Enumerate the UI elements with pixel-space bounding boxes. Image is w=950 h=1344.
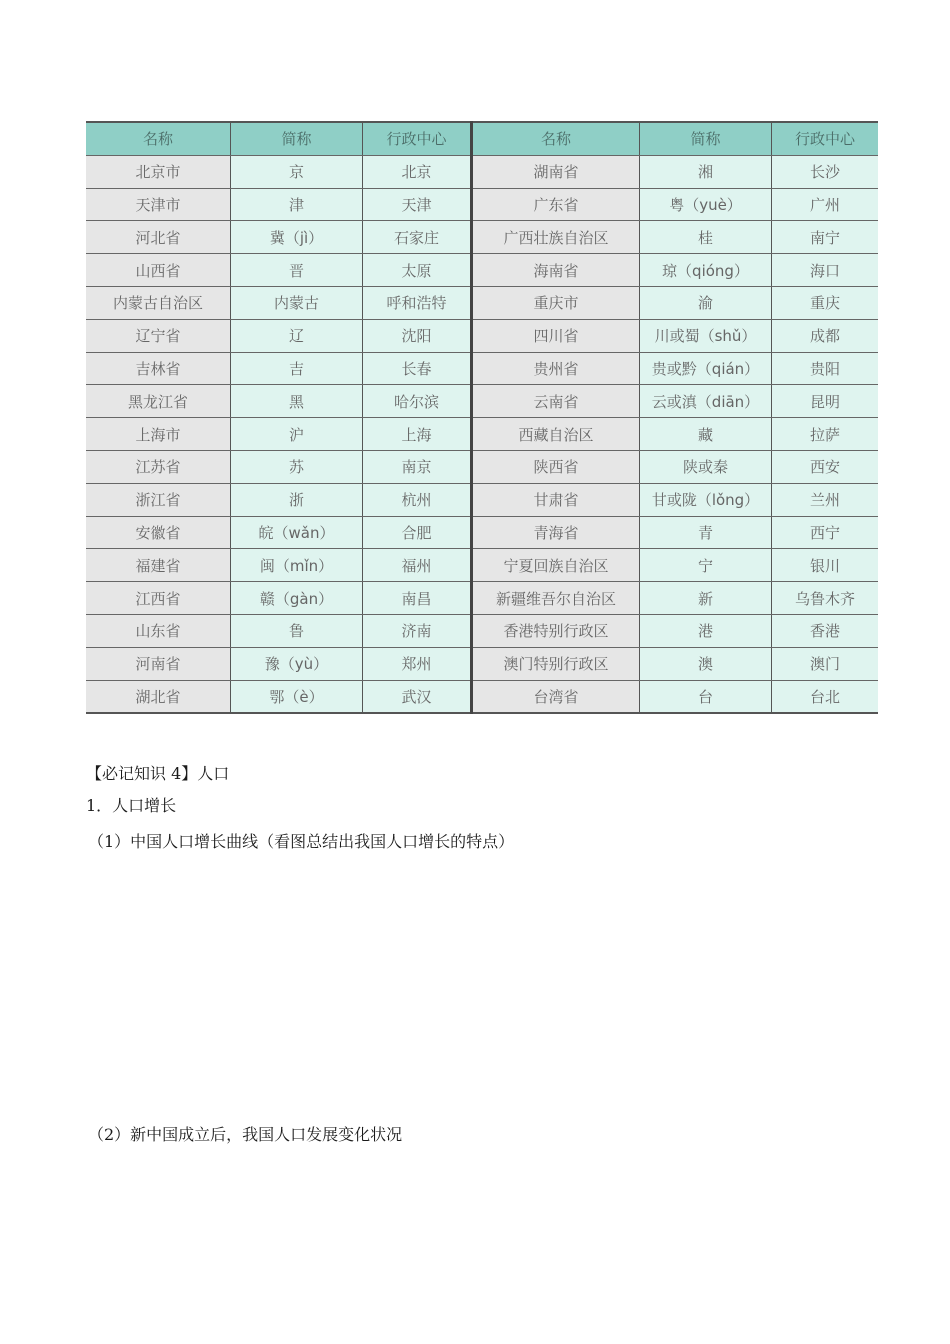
province-table [86,121,878,714]
cell-capital-right: 台北 [772,680,879,713]
cell-capital-right: 乌鲁木齐 [772,582,879,615]
cell-abbr-left: 鄂（è） [231,680,363,713]
cell-abbr-right: 青 [640,516,772,549]
cell-capital-left: 南京 [363,450,472,483]
cell-name-right: 陕西省 [472,450,640,483]
cell-abbr-right: 澳 [640,647,772,680]
cell-capital-left: 上海 [363,418,472,451]
cell-abbr-right: 甘或陇（lǒng） [640,483,772,516]
cell-name-right: 西藏自治区 [472,418,640,451]
cell-abbr-left: 沪 [231,418,363,451]
cell-capital-left: 福州 [363,549,472,582]
table-row [86,286,878,319]
cell-abbr-right: 台 [640,680,772,713]
cell-capital-right: 重庆 [772,286,879,319]
cell-abbr-left: 赣（gàn） [231,582,363,615]
cell-abbr-left: 辽 [231,319,363,352]
cell-capital-left: 杭州 [363,483,472,516]
cell-abbr-left: 京 [231,155,363,188]
cell-capital-left: 石家庄 [363,221,472,254]
cell-name-left: 山东省 [86,614,231,647]
header-capital-left: 行政中心 [363,122,472,155]
header-capital-right: 行政中心 [772,122,879,155]
table-row [86,549,878,582]
cell-capital-right: 拉萨 [772,418,879,451]
table-row [86,614,878,647]
cell-name-left: 北京市 [86,155,231,188]
cell-name-left: 上海市 [86,418,231,451]
table-row [86,582,878,615]
cell-abbr-left: 皖（wǎn） [231,516,363,549]
cell-name-right: 贵州省 [472,352,640,385]
cell-name-left: 福建省 [86,549,231,582]
cell-name-right: 台湾省 [472,680,640,713]
cell-capital-right: 澳门 [772,647,879,680]
cell-abbr-left: 闽（mǐn） [231,549,363,582]
cell-capital-right: 银川 [772,549,879,582]
question-population-change: （2）新中国成立后，我国人口发展变化状况 [88,1125,403,1144]
cell-name-right: 重庆市 [472,286,640,319]
cell-abbr-left: 黑 [231,385,363,418]
cell-abbr-right: 渝 [640,286,772,319]
cell-name-right: 新疆维吾尔自治区 [472,582,640,615]
cell-capital-left: 天津 [363,188,472,221]
cell-capital-left: 合肥 [363,516,472,549]
cell-name-right: 湖南省 [472,155,640,188]
cell-capital-left: 南昌 [363,582,472,615]
cell-capital-right: 贵阳 [772,352,879,385]
cell-name-left: 浙江省 [86,483,231,516]
cell-capital-right: 西宁 [772,516,879,549]
cell-name-left: 河北省 [86,221,231,254]
cell-abbr-right: 新 [640,582,772,615]
question-growth-curve: （1）中国人口增长曲线（看图总结出我国人口增长的特点） [88,832,515,851]
cell-capital-right: 兰州 [772,483,879,516]
cell-capital-left: 哈尔滨 [363,385,472,418]
cell-abbr-right: 湘 [640,155,772,188]
cell-abbr-left: 晋 [231,254,363,287]
cell-capital-right: 成都 [772,319,879,352]
cell-abbr-left: 内蒙古 [231,286,363,319]
subheading-population-growth: 1．人口增长 [86,796,177,815]
table-row [86,319,878,352]
cell-name-right: 四川省 [472,319,640,352]
cell-name-left: 江苏省 [86,450,231,483]
cell-capital-left: 济南 [363,614,472,647]
table-row [86,352,878,385]
cell-name-left: 内蒙古自治区 [86,286,231,319]
cell-name-left: 江西省 [86,582,231,615]
cell-capital-right: 长沙 [772,155,879,188]
cell-abbr-right: 宁 [640,549,772,582]
cell-name-right: 香港特别行政区 [472,614,640,647]
table-row [86,680,878,713]
cell-abbr-left: 冀（jì） [231,221,363,254]
cell-name-right: 青海省 [472,516,640,549]
cell-name-left: 黑龙江省 [86,385,231,418]
cell-name-right: 澳门特别行政区 [472,647,640,680]
cell-name-left: 天津市 [86,188,231,221]
cell-abbr-right: 贵或黔（qián） [640,352,772,385]
cell-capital-left: 郑州 [363,647,472,680]
cell-name-left: 湖北省 [86,680,231,713]
cell-capital-left: 北京 [363,155,472,188]
cell-capital-right: 海口 [772,254,879,287]
cell-abbr-left: 苏 [231,450,363,483]
cell-abbr-right: 川或蜀（shǔ） [640,319,772,352]
cell-capital-left: 沈阳 [363,319,472,352]
table-header-row [86,122,878,155]
table-row [86,188,878,221]
cell-name-right: 甘肃省 [472,483,640,516]
table-row [86,385,878,418]
cell-abbr-left: 鲁 [231,614,363,647]
cell-name-right: 广东省 [472,188,640,221]
cell-capital-right: 广州 [772,188,879,221]
cell-abbr-right: 藏 [640,418,772,451]
cell-abbr-left: 吉 [231,352,363,385]
cell-abbr-right: 港 [640,614,772,647]
cell-capital-right: 香港 [772,614,879,647]
cell-name-left: 安徽省 [86,516,231,549]
cell-capital-left: 呼和浩特 [363,286,472,319]
table-row [86,254,878,287]
cell-capital-right: 西安 [772,450,879,483]
table-row [86,418,878,451]
table-row [86,221,878,254]
cell-name-right: 宁夏回族自治区 [472,549,640,582]
cell-abbr-right: 陕或秦 [640,450,772,483]
cell-abbr-right: 琼（qióng） [640,254,772,287]
cell-abbr-left: 豫（yù） [231,647,363,680]
cell-name-right: 广西壮族自治区 [472,221,640,254]
table-row [86,450,878,483]
cell-capital-left: 长春 [363,352,472,385]
header-abbr-left: 简称 [231,122,363,155]
table-row [86,483,878,516]
cell-capital-right: 昆明 [772,385,879,418]
cell-name-left: 辽宁省 [86,319,231,352]
cell-name-left: 河南省 [86,647,231,680]
table-row [86,155,878,188]
cell-abbr-left: 浙 [231,483,363,516]
table-row [86,516,878,549]
cell-capital-right: 南宁 [772,221,879,254]
table-row [86,647,878,680]
table-body [86,155,878,713]
cell-abbr-right: 粤（yuè） [640,188,772,221]
cell-name-right: 云南省 [472,385,640,418]
cell-name-left: 吉林省 [86,352,231,385]
cell-abbr-right: 桂 [640,221,772,254]
cell-abbr-left: 津 [231,188,363,221]
header-abbr-right: 简称 [640,122,772,155]
cell-name-right: 海南省 [472,254,640,287]
cell-capital-left: 太原 [363,254,472,287]
header-name-left: 名称 [86,122,231,155]
cell-abbr-right: 云或滇（diān） [640,385,772,418]
header-name-right: 名称 [472,122,640,155]
cell-capital-left: 武汉 [363,680,472,713]
section-heading: 【必记知识 4】人口 [86,764,230,783]
cell-name-left: 山西省 [86,254,231,287]
